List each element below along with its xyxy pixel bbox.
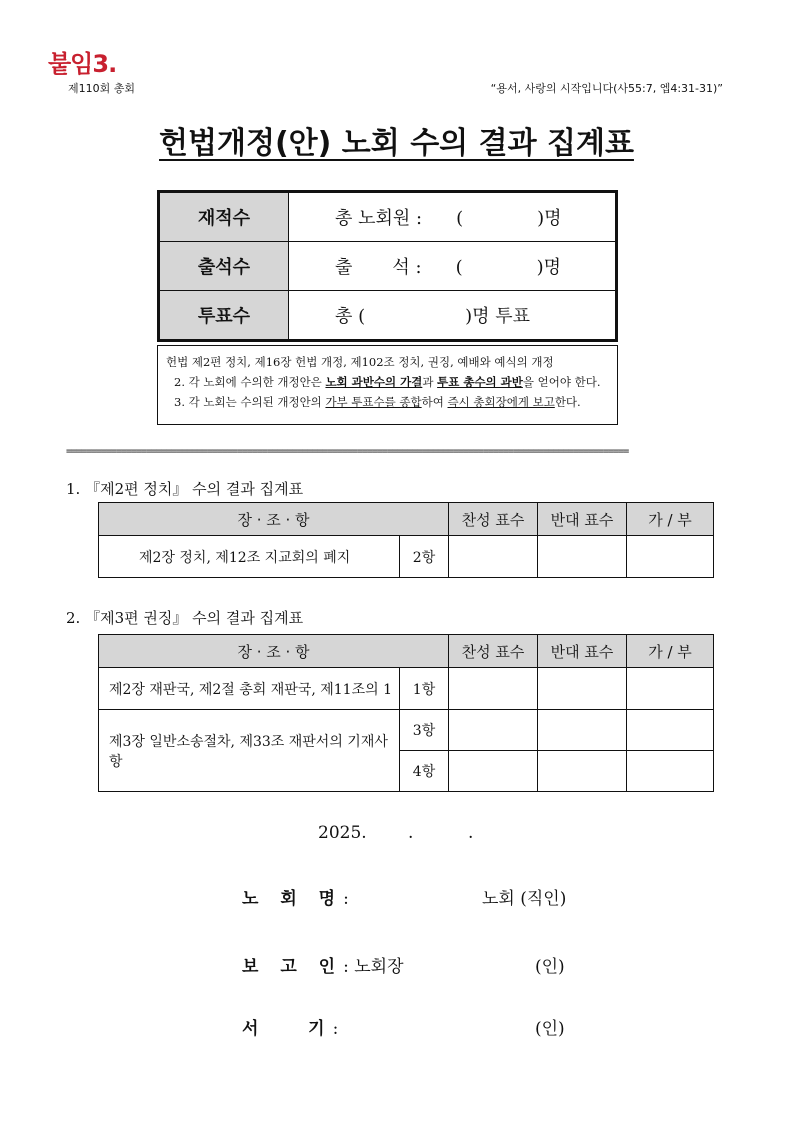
col-result-header: 가 / 부	[627, 503, 714, 536]
section2-title: 2. 『제3편 권징』 수의 결과 집계표	[66, 609, 304, 627]
attendance-label: 출석수	[159, 242, 289, 291]
hang-cell: 1항	[400, 668, 449, 710]
table-header-row	[99, 635, 714, 668]
reporter-label: 보 고 인	[242, 957, 344, 977]
reporter-row	[242, 952, 404, 977]
yes-votes-cell[interactable]	[449, 536, 538, 578]
clerk-seal: (인)	[535, 1019, 565, 1039]
clerk-label: 서 기	[242, 1019, 333, 1039]
col-no-header: 반대 표수	[538, 635, 627, 668]
separator-line: ================================================================================================================	[66, 446, 629, 457]
col-item-header: 장 · 조 · 항	[99, 635, 449, 668]
votes-label: 투표수	[159, 291, 289, 341]
col-result-header: 가 / 부	[627, 635, 714, 668]
presbytery-label: 노 회 명	[242, 889, 344, 909]
note-line-2: 2. 각 노회에 수의한 개정안은 노회 과반수의 가결과 투표 총수의 과반을 얻어야 한다.	[174, 375, 601, 389]
col-no-header: 반대 표수	[538, 503, 627, 536]
col-yes-header: 찬성 표수	[449, 635, 538, 668]
table-row	[99, 668, 714, 710]
note-line-1: 헌법 제2편 정치, 제16장 헌법 개정, 제102조 정치, 권징, 예배와 예식의 개정	[166, 355, 554, 369]
date-year: 2025.	[318, 823, 367, 843]
enrolled-label: 재적수	[159, 192, 289, 242]
notes-box	[157, 345, 618, 425]
attendance-prefix-b: 석 :	[392, 257, 422, 278]
clerk-row	[242, 1014, 338, 1039]
summary-table	[157, 190, 618, 342]
open-paren: (	[456, 208, 464, 229]
votes-row	[159, 291, 617, 341]
enrolled-prefix: 총 노회원 :	[335, 208, 423, 229]
date-day-dot: .	[468, 823, 474, 843]
votes-suffix: )명 투표	[465, 306, 531, 327]
hang-cell: 3항	[400, 710, 449, 751]
presbytery-value: 노회 (직인)	[482, 889, 567, 909]
attachment-label: 붙임3.	[48, 50, 117, 78]
result-cell[interactable]	[627, 751, 714, 792]
section1-table	[98, 502, 714, 578]
table-header-row	[99, 503, 714, 536]
unit: )명	[537, 208, 562, 229]
col-yes-header: 찬성 표수	[449, 503, 538, 536]
unit: )명	[536, 257, 562, 278]
hang-cell: 2항	[400, 536, 449, 578]
yes-votes-cell[interactable]	[449, 668, 538, 710]
date-month-dot: .	[408, 823, 414, 843]
enrolled-row	[159, 192, 617, 242]
yes-votes-cell[interactable]	[449, 751, 538, 792]
presbytery-row	[242, 884, 349, 909]
no-votes-cell[interactable]	[538, 710, 627, 751]
votes-value[interactable]	[289, 291, 617, 341]
result-cell[interactable]	[627, 710, 714, 751]
motto-text: “용서, 사랑의 시작입니다(사55:7, 엡4:31-31)”	[490, 82, 723, 95]
item-cell: 제2장 정치, 제12조 지교회의 폐지	[99, 536, 400, 578]
col-item-header: 장 · 조 · 항	[99, 503, 449, 536]
colon: :	[343, 889, 349, 909]
section1-title: 1. 『제2편 정치』 수의 결과 집계표	[66, 480, 304, 498]
yes-votes-cell[interactable]	[449, 710, 538, 751]
table-row	[99, 710, 714, 751]
no-votes-cell[interactable]	[538, 668, 627, 710]
attendance-value[interactable]	[289, 242, 617, 291]
no-votes-cell[interactable]	[538, 536, 627, 578]
item-cell: 제2장 재판국, 제2절 총회 재판국, 제11조의 1	[99, 668, 400, 710]
colon: :	[332, 1019, 339, 1039]
table-row	[99, 536, 714, 578]
note-line-3: 3. 각 노회는 수의된 개정안의 가부 투표수를 종합하여 즉시 총회장에게 보고한다.	[174, 395, 581, 409]
result-cell[interactable]	[627, 536, 714, 578]
hang-cell: 4항	[400, 751, 449, 792]
item-cell: 제3장 일반소송절차, 제33조 재판서의 기재사항	[99, 710, 400, 792]
votes-prefix: 총 (	[335, 306, 366, 327]
page-title: 헌법개정(안) 노회 수의 결과 집계표	[159, 126, 634, 161]
reporter-value: : 노회장	[343, 957, 404, 977]
attendance-prefix-a: 출	[335, 257, 353, 278]
result-cell[interactable]	[627, 668, 714, 710]
session-label: 제110회 총회	[68, 82, 135, 95]
reporter-seal: (인)	[535, 957, 565, 977]
no-votes-cell[interactable]	[538, 751, 627, 792]
open-paren: (	[455, 257, 463, 278]
attendance-row	[159, 242, 617, 291]
section2-table	[98, 634, 714, 792]
enrolled-value[interactable]	[289, 192, 617, 242]
